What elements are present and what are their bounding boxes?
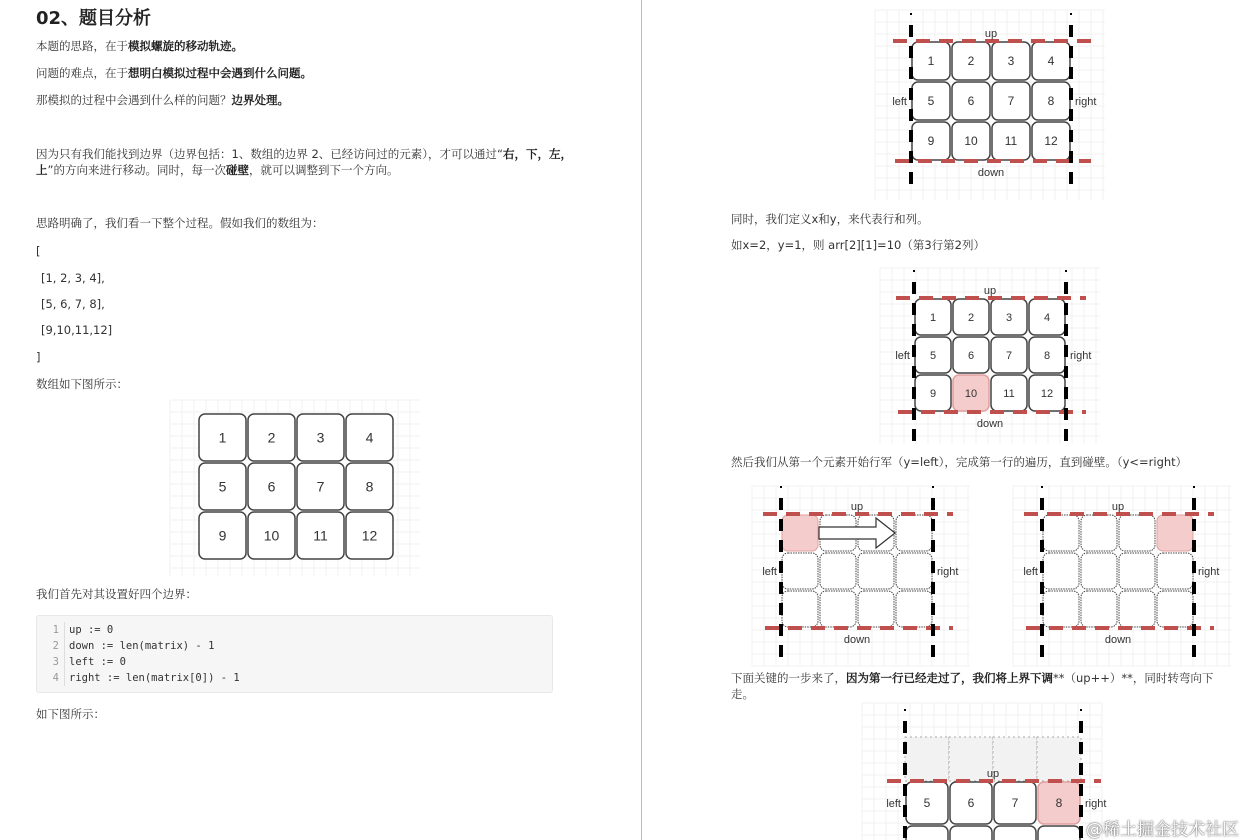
cell-value: 12 [361, 527, 378, 544]
page-divider [641, 0, 642, 840]
traverse-start-diagram [752, 486, 970, 666]
matrix-cell [994, 826, 1036, 840]
matrix-cell [1038, 826, 1080, 840]
cell-value: 6 [967, 796, 975, 811]
matrix-cell [820, 553, 856, 589]
down-label: down [976, 418, 1004, 430]
cell-value: 5 [929, 349, 937, 362]
matrix-cell [906, 826, 948, 840]
left-label: left [895, 350, 910, 362]
code-block [36, 615, 553, 693]
cell-value: 7 [1005, 349, 1013, 362]
code-line: right := len(matrix[0]) - 1 [69, 672, 240, 684]
array-line: [1, 2, 3, 4], [41, 271, 105, 285]
up-label: up [986, 768, 1000, 780]
matrix-cell [896, 553, 932, 589]
matrix-cell [1119, 553, 1155, 589]
right-label: right [1070, 350, 1092, 362]
line-number: 3 [52, 656, 59, 668]
left-label: left [762, 566, 777, 578]
paragraph: 思路明确了，我们看一下整个过程。假如我们的数组为： [36, 216, 324, 230]
cell-value: 9 [929, 387, 937, 400]
matrix-cell [820, 591, 856, 627]
down-label: down [977, 167, 1005, 179]
right-label: right [1075, 96, 1097, 108]
matrix-cell [858, 591, 894, 627]
line-number: 2 [52, 640, 59, 652]
cell-value: 1 [218, 429, 227, 446]
matrix-diagram [170, 400, 420, 576]
visited-cell [1037, 737, 1081, 781]
matrix-cell [1119, 515, 1155, 551]
paragraph: 然后我们从第一个元素开始行军（y=left），完成第一行的遍历，直到碰壁。（y<=right） [731, 455, 1188, 469]
code-line: up := 0 [69, 624, 114, 636]
cell-value: 6 [267, 478, 276, 495]
right-label: right [1085, 798, 1107, 810]
left-label: left [892, 96, 907, 108]
cell-value: 7 [1007, 94, 1015, 109]
cell-value: 5 [218, 478, 227, 495]
matrix-cell [896, 591, 932, 627]
matrix-cell [1081, 515, 1117, 551]
cell-value: 2 [267, 429, 276, 446]
cell-value: 4 [365, 429, 374, 446]
paragraph: 本题的思路，在于模拟螺旋的移动轨迹。 [36, 39, 243, 53]
matrix-cell [1043, 515, 1079, 551]
cell-value: 12 [1040, 387, 1054, 400]
visited-cell [905, 737, 949, 781]
left-label: left [1023, 566, 1038, 578]
cell-value: 2 [967, 311, 975, 324]
cell-value: 8 [1047, 94, 1055, 109]
array-line: ] [36, 350, 41, 364]
paragraph: 因为只有我们能找到边界（边界包括：1、数组的边界 2、已经访问过的元素），才可以通过“右，下，左，上”的方向来进行移动。同时，每一次碰壁，就可以调整到下一个方向。 [36, 147, 572, 177]
paragraph: 我们首先对其设置好四个边界： [36, 587, 197, 601]
cell-value: 12 [1044, 134, 1058, 149]
cell-value: 9 [927, 134, 935, 149]
line-number: 1 [52, 624, 59, 636]
visited-cell [993, 737, 1037, 781]
cell-value: 1 [929, 311, 937, 324]
cell-value: 10 [964, 387, 978, 400]
matrix-cell [1043, 553, 1079, 589]
up-label: up [983, 285, 997, 297]
down-label: down [843, 634, 871, 646]
paragraph: 那模拟的过程中会遇到什么样的问题？边界处理。 [36, 93, 289, 107]
index-diagram [880, 268, 1100, 444]
paragraph: 如x=2，y=1，则 arr[2][1]=10（第3行第2列） [731, 238, 985, 252]
matrix-cell [896, 515, 932, 551]
cell-value: 11 [1004, 134, 1018, 149]
matrix-cell [1119, 591, 1155, 627]
cell-value: 6 [967, 94, 975, 109]
up-increment-diagram [862, 703, 1107, 840]
traverse-end-diagram [1013, 486, 1231, 666]
up-label: up [984, 28, 998, 40]
paragraph: 问题的难点，在于想明白模拟过程中会遇到什么问题。 [36, 66, 312, 80]
right-label: right [937, 566, 959, 578]
array-line: [ [36, 244, 41, 258]
left-label: left [886, 798, 901, 810]
cell-value: 8 [365, 478, 374, 495]
paragraph: 数组如下图所示： [36, 377, 128, 391]
matrix-cell [858, 553, 894, 589]
cell-value: 8 [1043, 349, 1051, 362]
cell-value: 1 [927, 54, 935, 69]
matrix-cell [1081, 591, 1117, 627]
cell-value: 11 [1003, 387, 1015, 400]
watermark: @稀土掘金技术社区 [1086, 820, 1239, 840]
cell-value: 8 [1055, 796, 1063, 811]
cell-value: 11 [313, 527, 328, 544]
code-line: down := len(matrix) - 1 [69, 640, 215, 652]
section-title: 02、题目分析 [36, 8, 152, 29]
cell-value: 9 [218, 527, 227, 544]
boundary-diagram [875, 10, 1105, 200]
paragraph: 同时，我们定义x和y，来代表行和列。 [731, 212, 929, 226]
code-line: left := 0 [69, 656, 126, 668]
cell-value: 10 [964, 134, 978, 149]
highlighted-cell [782, 515, 818, 551]
paragraph: 如下图所示： [36, 707, 105, 721]
array-line: [9,10,11,12] [41, 323, 113, 337]
cell-value: 6 [967, 349, 975, 362]
cell-value: 5 [923, 796, 931, 811]
up-label: up [850, 501, 864, 513]
matrix-cell [1157, 591, 1193, 627]
line-number: 4 [52, 672, 59, 684]
down-label: down [1104, 634, 1132, 646]
matrix-cell [782, 591, 818, 627]
cell-value: 7 [1011, 796, 1019, 811]
cell-value: 7 [316, 478, 325, 495]
highlighted-cell [1157, 515, 1193, 551]
matrix-cell [782, 553, 818, 589]
matrix-cell [950, 826, 992, 840]
cell-value: 5 [927, 94, 935, 109]
cell-value: 2 [967, 54, 975, 69]
cell-value: 3 [316, 429, 325, 446]
matrix-cell [1081, 553, 1117, 589]
cell-value: 4 [1047, 54, 1055, 69]
array-line: [5, 6, 7, 8], [41, 297, 105, 311]
cell-value: 3 [1005, 311, 1013, 324]
cell-value: 3 [1007, 54, 1015, 69]
cell-value: 10 [263, 527, 280, 544]
cell-value: 4 [1043, 311, 1051, 324]
up-label: up [1111, 501, 1125, 513]
matrix-cell [1043, 591, 1079, 627]
paragraph: 下面关键的一步来了，因为第一行已经走过了，我们将上界下调**（up++）**，同时转弯向下走。 [731, 671, 1214, 701]
right-label: right [1198, 566, 1220, 578]
matrix-cell [1157, 553, 1193, 589]
